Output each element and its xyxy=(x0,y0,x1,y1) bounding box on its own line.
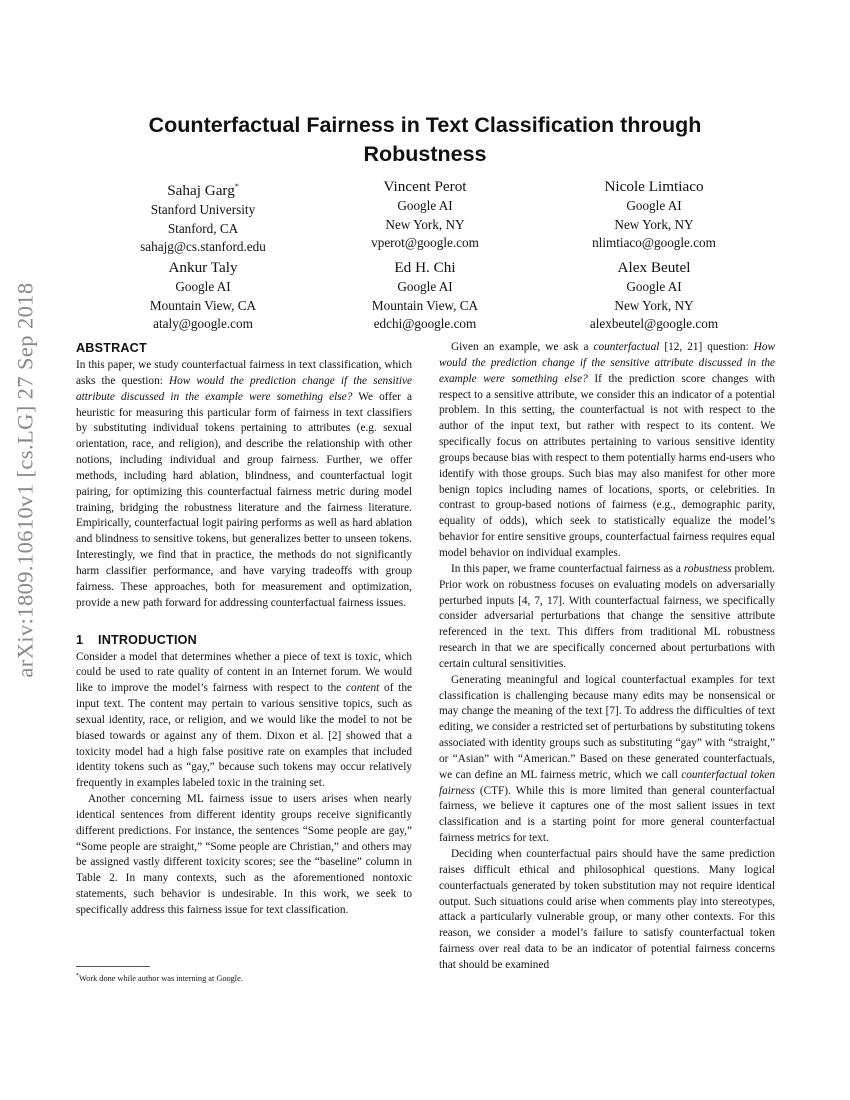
author-affiliation: Google AI xyxy=(626,198,682,213)
author-name: Sahaj Garg* xyxy=(167,182,239,200)
author-block xyxy=(305,257,545,334)
left-column xyxy=(76,340,412,919)
author-email: ataly@google.com xyxy=(153,316,253,331)
paper-title: Counterfactual Fairness in Text Classification through Robustness xyxy=(148,113,702,166)
author-block xyxy=(83,176,323,257)
author-name: Vincent Perot xyxy=(383,178,467,195)
body-paragraph: Deciding when counterfactual pairs should have the same prediction raises difficult ethical and philosophical questions. Many logical counterfactuals generated by token substitution may not require identical output. Such situations could arise when comments play into stereotypes, attack a particularly vulnerable group, or many other contexts. For this reason, we consider a model’s failure to satisfy counterfactual token fairness over real data to be an indicator of potential fairness concerns that should be examined xyxy=(439,848,775,971)
body-paragraph: Another concerning ML fairness issue to users arises when nearly identical sentences from different identity groups receive significantly different predictions. For instance, the sentences “Some people are gay,” “Some people are straight,” “Some people are Christian,” and others may be assigned vastly different toxicity scores; see the “baseline” column in Table 2. In many contexts, such as the aforementioned nontoxic statements, such behavior is undesirable. In this work, we seek to specifically address this fairness issue for text classification. xyxy=(76,793,412,916)
arxiv-identifier xyxy=(6,282,46,678)
author-name: Ankur Taly xyxy=(168,259,238,276)
author-email: alexbeutel@google.com xyxy=(589,316,719,331)
author-name: Alex Beutel xyxy=(617,259,691,276)
author-block xyxy=(83,257,323,334)
footnote-divider xyxy=(76,966,150,967)
author-name: Nicole Limtiaco xyxy=(604,178,704,195)
author-affiliation: Google AI xyxy=(175,279,231,294)
footnote: *Work done while author was interning at Google. xyxy=(76,973,243,983)
section-heading-introduction: 1 INTRODUCTION xyxy=(76,632,197,647)
right-column xyxy=(439,340,775,974)
arxiv-identifier-text: arXiv:1809.10610v1 [cs.LG] 27 Sep 2018 xyxy=(13,282,38,678)
author-email: sahajg@cs.stanford.edu xyxy=(140,239,266,255)
author-affiliation: Google AI xyxy=(397,198,453,213)
author-email: nlimtiaco@google.com xyxy=(592,235,716,250)
author-email: edchi@google.com xyxy=(373,316,477,331)
author-affiliation: Google AI xyxy=(626,279,682,294)
abstract-heading: ABSTRACT xyxy=(76,341,147,355)
author-affiliation: Google AI xyxy=(397,279,453,294)
body-paragraph: Consider a model that determines whether a piece of text is toxic, which could be used to rate quality of content in an Internet forum. We would like to improve the model’s fairness with respect to the content of the input text. The content may pertain to various sensitive topics, such as sexual identity, race, or religion, and we would like the model to not be biased towards or against any of them. Dixon et al. [2] showed that a toxicity model had a high false positive rate on examples that included identity tokens such as “gay,” because such tokens may occur relatively frequently in examples labeled toxic in the training set. xyxy=(76,650,412,790)
author-location: Mountain View, CA xyxy=(149,297,257,313)
author-location: New York, NY xyxy=(614,297,694,313)
author-email: vperot@google.com xyxy=(371,235,479,250)
author-name: Ed H. Chi xyxy=(394,259,456,276)
author-location: Mountain View, CA xyxy=(371,297,479,313)
body-paragraph: Generating meaningful and logical counterfactual examples for text classification is challenging because many edits may be nonsensical or may change the meaning of the text [7]. To address the difficulties of text editing, we consider a restricted set of perturbations by substituting tokens associated with identity groups such as substituting “gay” with “straight,” or “Asian” with “American.” Based on these generated counterfactuals, we can define an ML fairness metric, which we call counterfactual token fairness (CTF). While this is more limited than general counterfactual fairness, we believe it captures one of the most salient issues in text classification and is a starting point for more general counterfactual fairness metrics for text. xyxy=(439,673,776,845)
abstract-text: In this paper, we study counterfactual fairness in text classification, which asks the question: How would the prediction change if the sensitive attribute discussed in the example were something else? We offer a heuristic for measuring this particular form of fairness in text classifiers by substituting individual tokens pertaining to attributes (e.g. sexual orientation, race, and religion), and describe the relationship with other notions, including individual and group fairness. Further, we offer methods, including hard ablation, blindness, and counterfactual logit pairing, for optimizing this counterfactual fairness metric during model training, bridging the robustness literature and the fairness literature. Empirically, counterfactual logit pairing performs as well as hard ablation and blindness to sensitive tokens, but generalizes better to unseen tokens. Interestingly, we find that in practice, the methods do not significantly harm classifier performance, and have varying tradeoffs with group fairness. These approaches, both for measurement and optimization, provide a new path forward for addressing counterfactual fairness issues. xyxy=(76,359,412,609)
author-block xyxy=(305,176,545,253)
body-paragraph: In this paper, we frame counterfactual fairness as a robustness problem. Prior work on robustness focuses on evaluating models on adversarially perturbed inputs [4, 7, 17]. With counterfactual fairness, we specifically consider adversarial perturbations that change the sensitive attribute referenced in the text. This differs from traditional ML robustness research in that we are specifically concerned about perturbations with certain cultural sensitivities. xyxy=(439,562,776,670)
author-block xyxy=(534,257,774,334)
author-location: New York, NY xyxy=(385,216,465,232)
author-affiliation: Stanford University xyxy=(150,202,256,218)
body-paragraph: Given an example, we ask a counterfactual [12, 21] question: How would the prediction change if the sensitive attribute discussed in the example were something else? If the prediction score changes with respect to a sensitive attribute, we consider this an indicator of a potential problem. In this setting, the counterfactual is not with respect to the author of the input text, but rather with respect to its content. We specifically focus on attributes pertaining to various sensitive identity groups because bias with respect to them potentially harms end-users who identify with those groups. Such bias may also manifest for other more benign topics including names of locations, sports, or celebrities. In contrast to group-based notions of fairness (e.g., demographic parity, equality of odds), which seek to statistically equalize the model’s behavior for entire sensitive groups, counterfactual fairness requires equal model behavior on individual examples. xyxy=(439,341,775,559)
author-block xyxy=(534,176,774,253)
author-location: Stanford, CA xyxy=(167,220,239,236)
author-location: New York, NY xyxy=(614,216,694,232)
